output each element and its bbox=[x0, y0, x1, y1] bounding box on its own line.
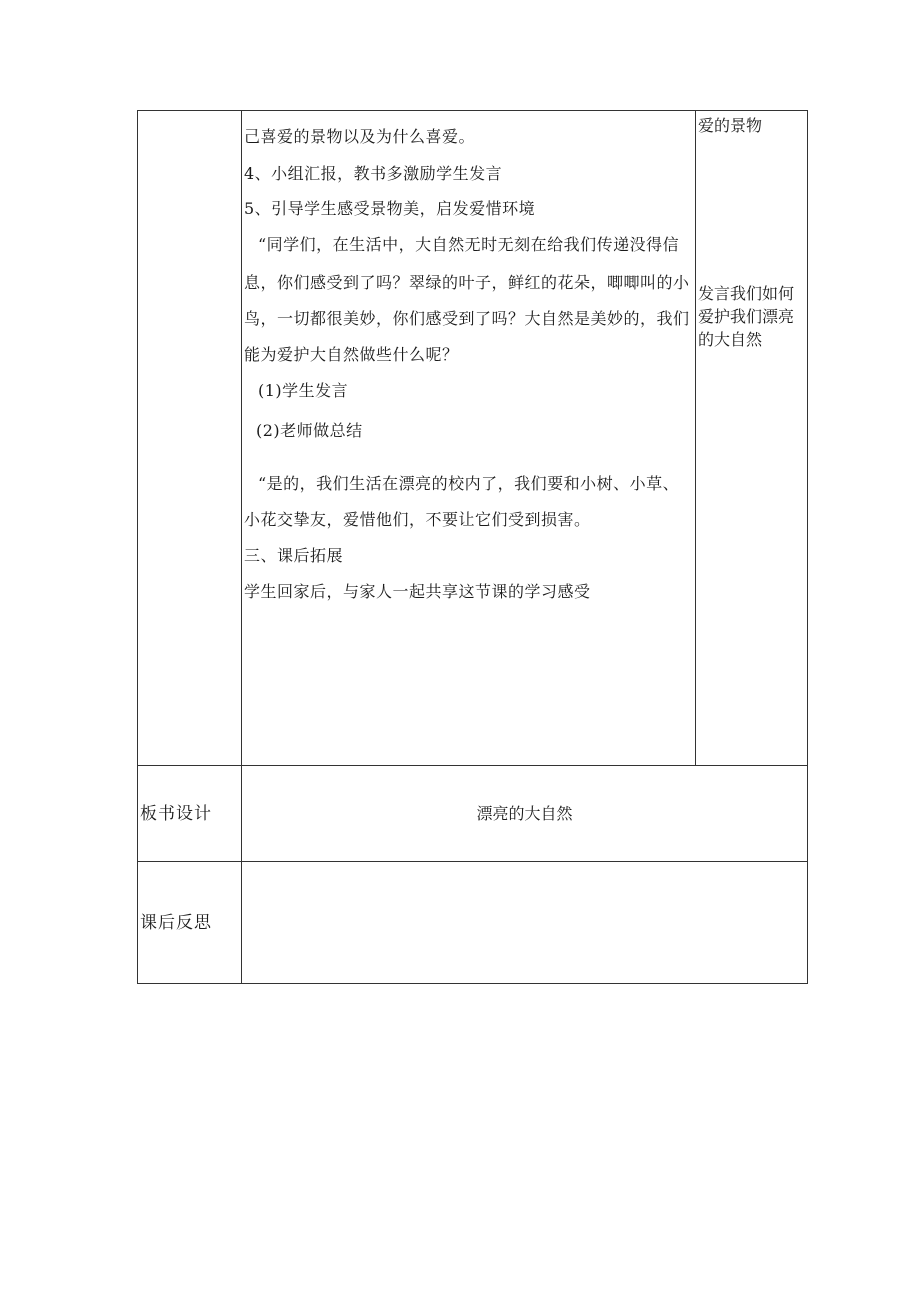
reflection-content-area bbox=[242, 862, 807, 983]
table-right-border bbox=[807, 110, 808, 984]
reflection-label: 课后反思 bbox=[140, 913, 212, 933]
main-line-5: 息，你们感受到了吗？翠绿的叶子，鲜红的花朵，唧唧叫的小 bbox=[244, 273, 690, 292]
column-divider-2 bbox=[695, 110, 696, 765]
board-design-label: 板书设计 bbox=[140, 804, 212, 824]
main-line-13: 学生回家后，与家人一起共享这节课的学习感受 bbox=[244, 582, 591, 601]
main-line-3: 5、引导学生感受景物美，启发爱惜环境 bbox=[244, 199, 536, 218]
main-line-10: “是的，我们生活在漂亮的校内了，我们要和小树、小草、 bbox=[258, 474, 680, 493]
main-line-11: 小花交挚友，爱惜他们，不要让它们受到损害。 bbox=[244, 510, 591, 529]
side-top-note: 爱的景物 bbox=[698, 116, 763, 135]
main-line-6: 鸟，一切都很美妙，你们感受到了吗？大自然是美妙的，我们 bbox=[244, 309, 690, 328]
board-design-title: 漂亮的大自然 bbox=[476, 804, 573, 823]
row-divider-1 bbox=[137, 765, 808, 766]
column-divider-1 bbox=[241, 110, 242, 984]
side-note-line-2: 爱护我们漂亮 bbox=[698, 307, 795, 326]
side-note-line-1: 发言我们如何 bbox=[698, 284, 795, 303]
table-top-border bbox=[137, 110, 808, 111]
main-line-9: (2)老师做总结 bbox=[256, 421, 363, 440]
main-line-1: 己喜爱的景物以及为什么喜爱。 bbox=[244, 127, 476, 146]
table-bottom-border bbox=[137, 983, 808, 984]
table-left-border bbox=[137, 110, 138, 984]
side-note-line-3: 的大自然 bbox=[698, 330, 763, 349]
main-line-4: “同学们，在生活中，大自然无时无刻在给我们传递没得信 bbox=[258, 235, 680, 254]
main-line-8: (1)学生发言 bbox=[258, 381, 349, 400]
main-line-7: 能为爱护大自然做些什么呢？ bbox=[244, 345, 459, 364]
main-line-12: 三、课后拓展 bbox=[244, 546, 344, 565]
main-line-2: 4、小组汇报，教书多激励学生发言 bbox=[244, 164, 503, 183]
